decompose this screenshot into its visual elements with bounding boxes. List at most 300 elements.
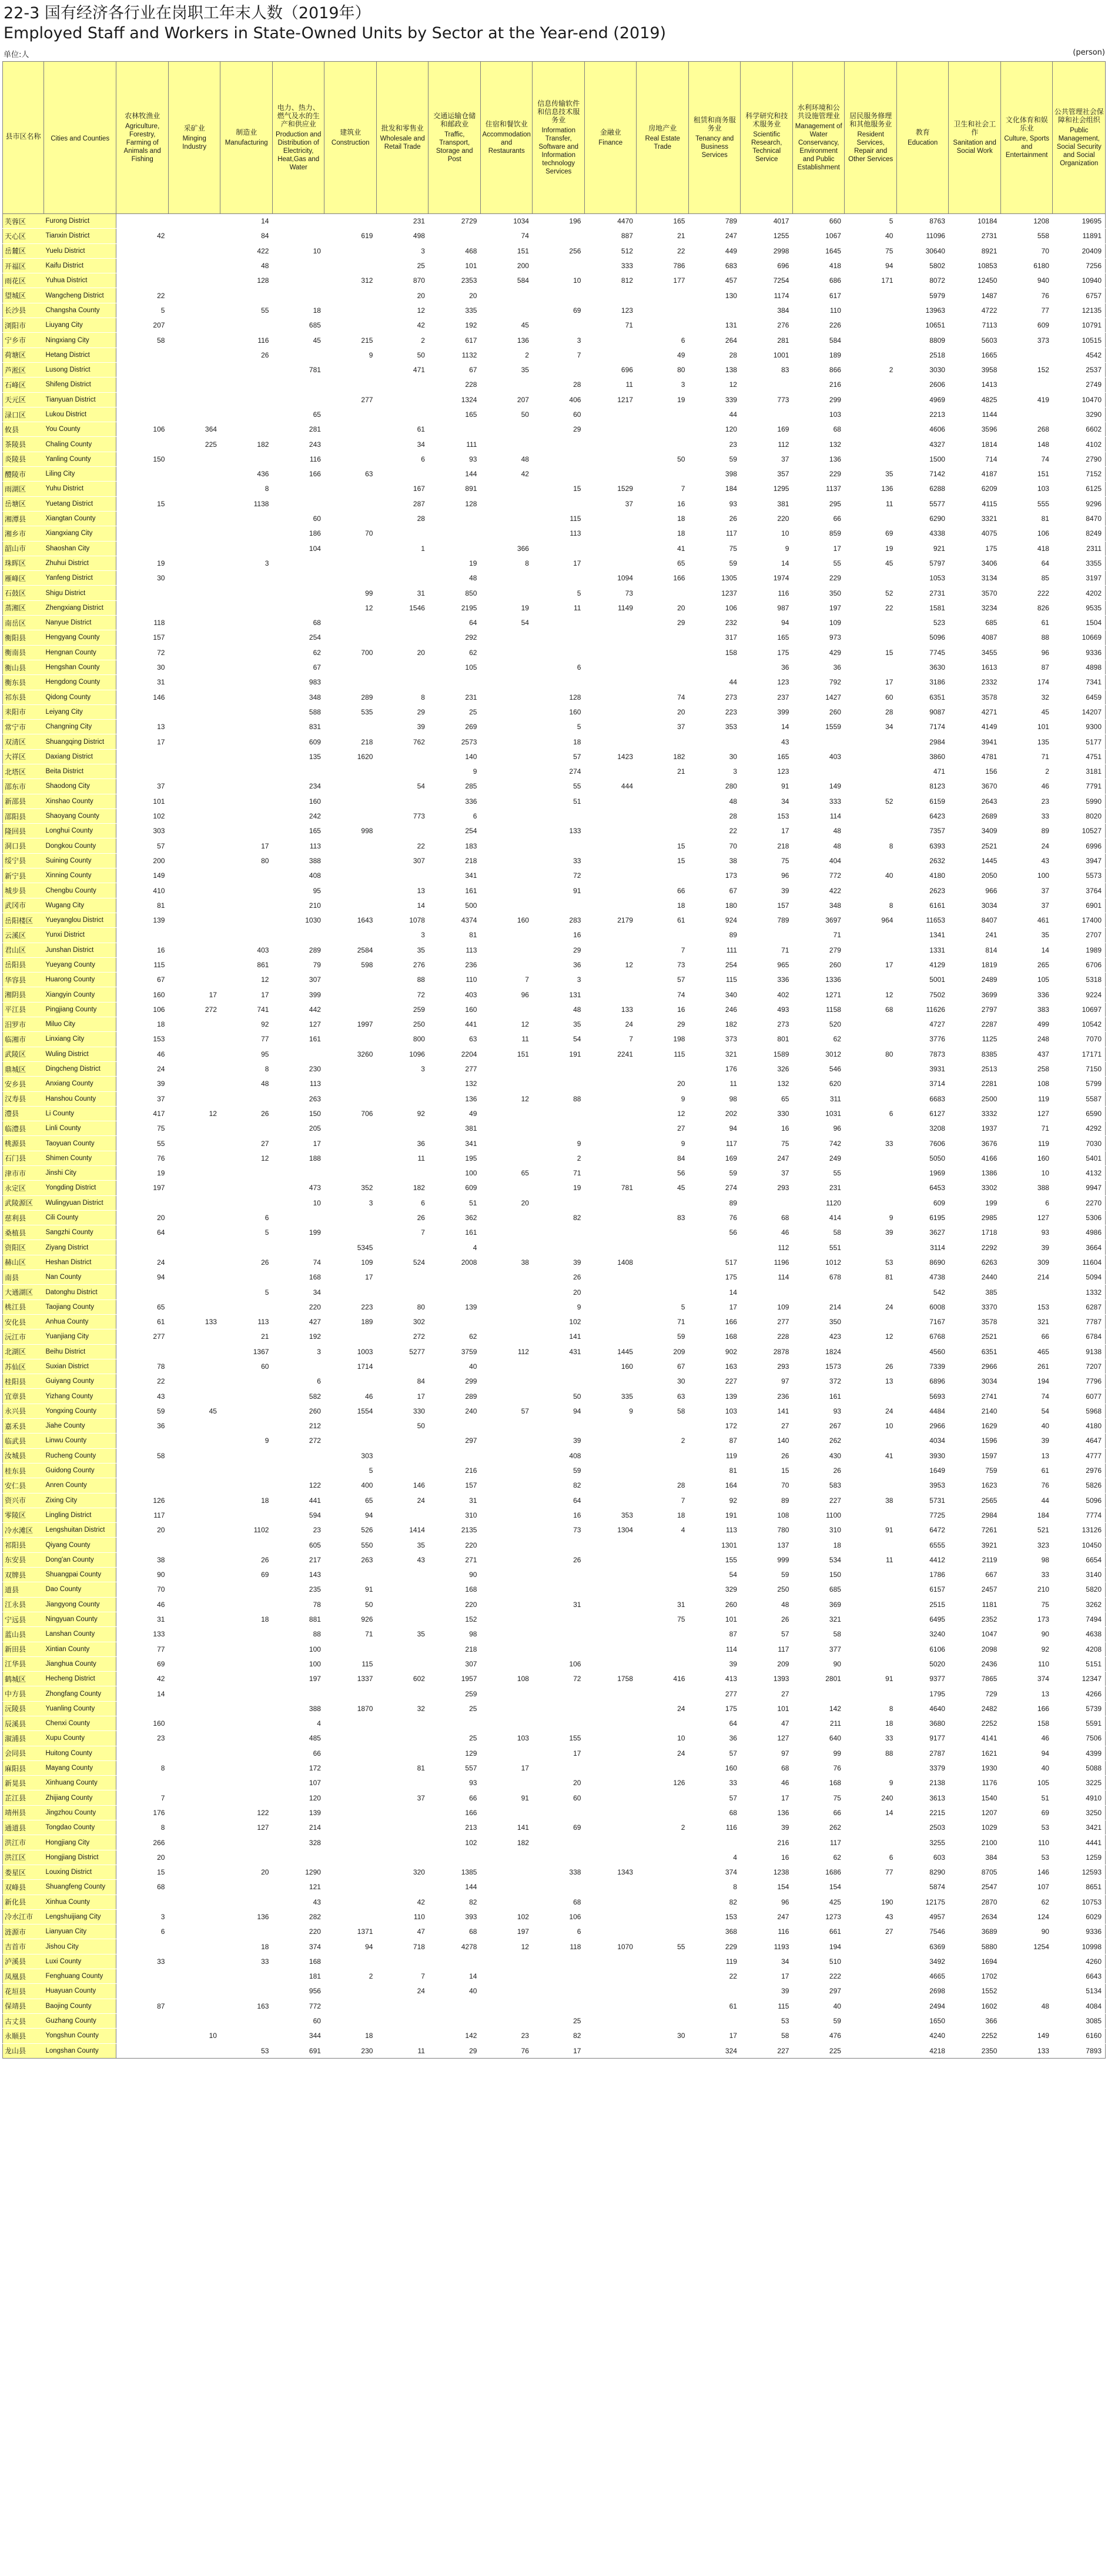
table-cell (116, 704, 169, 719)
table-cell (116, 1478, 169, 1493)
table-cell: 68 (533, 1895, 585, 1909)
table-cell: 129 (429, 1746, 481, 1760)
row-label-en: Leiyang City (43, 704, 116, 719)
table-cell (168, 1716, 220, 1730)
table-cell: 5 (637, 1299, 689, 1314)
table-cell: 46 (1000, 1731, 1053, 1746)
table-cell: 14 (429, 1969, 481, 1984)
table-cell (429, 511, 481, 526)
table-cell (584, 1627, 637, 1642)
table-cell: 7791 (1053, 779, 1106, 794)
table-cell: 138 (688, 362, 741, 377)
table-cell: 17 (845, 957, 897, 972)
table-cell: 27 (637, 1121, 689, 1136)
table-cell: 7357 (896, 824, 949, 838)
column-header-zh: 科学研究和技术服务业 (745, 112, 788, 128)
table-cell: 517 (688, 1255, 741, 1269)
table-cell: 921 (896, 541, 949, 556)
table-row (3, 1895, 1106, 1909)
table-cell: 146 (1000, 1865, 1053, 1879)
table-cell (220, 1181, 273, 1195)
table-cell: 34 (741, 794, 793, 808)
table-cell (584, 1954, 637, 1969)
table-cell (376, 1805, 429, 1820)
table-cell: 812 (584, 273, 637, 288)
table-cell: 74 (637, 987, 689, 1002)
row-label-en: Suining County (43, 853, 116, 868)
table-cell: 34 (845, 720, 897, 734)
table-cell: 58 (637, 1404, 689, 1418)
table-cell: 1621 (949, 1746, 1001, 1760)
table-cell (168, 1270, 220, 1285)
table-cell (533, 1642, 585, 1656)
row-label-en: Hetang District (43, 348, 116, 362)
table-cell: 68 (429, 1925, 481, 1939)
table-cell: 22 (116, 1374, 169, 1389)
table-cell: 4898 (1053, 660, 1106, 674)
table-cell: 31 (116, 675, 169, 690)
table-cell: 17400 (1053, 913, 1106, 927)
table-cell: 43 (272, 1895, 324, 1909)
table-cell: 220 (741, 511, 793, 526)
table-cell: 4260 (1053, 1954, 1106, 1969)
table-cell: 39 (741, 883, 793, 898)
column-header-zh: 居民服务修理和其他服务业 (849, 112, 892, 128)
table-cell (220, 1121, 273, 1136)
table-cell (480, 1954, 533, 1969)
column-header-zh: 信息传输软件和信息技术服务业 (537, 99, 580, 124)
table-cell: 1259 (1053, 1850, 1106, 1865)
table-cell: 3676 (949, 1136, 1001, 1151)
table-cell (116, 392, 169, 407)
table-cell (637, 645, 689, 660)
table-cell: 131 (688, 318, 741, 333)
table-cell (376, 660, 429, 674)
row-label-en: Baojing County (43, 1999, 116, 2013)
table-cell: 6 (376, 452, 429, 466)
table-cell: 50 (376, 348, 429, 362)
table-cell: 35 (480, 362, 533, 377)
table-cell (429, 1716, 481, 1730)
table-cell (480, 808, 533, 823)
table-cell (584, 288, 637, 303)
table-cell (220, 779, 273, 794)
table-cell (688, 1835, 741, 1850)
table-cell: 368 (688, 1925, 741, 1939)
table-cell (845, 824, 897, 838)
table-cell: 814 (949, 943, 1001, 957)
table-cell: 3134 (949, 571, 1001, 586)
table-cell: 259 (429, 1686, 481, 1701)
table-cell: 6996 (1053, 838, 1106, 853)
table-cell: 1930 (949, 1760, 1001, 1775)
table-cell (637, 734, 689, 749)
table-cell: 177 (637, 273, 689, 288)
table-cell: 108 (741, 1508, 793, 1522)
table-cell: 259 (376, 1002, 429, 1017)
row-label-en: Xupu County (43, 1731, 116, 1746)
table-cell (584, 1538, 637, 1552)
table-cell: 130 (688, 288, 741, 303)
table-row (3, 1954, 1106, 1969)
row-label-zh: 祁东县 (3, 690, 44, 704)
table-cell: 11096 (896, 229, 949, 243)
table-cell (324, 898, 377, 913)
table-cell: 1937 (949, 1121, 1001, 1136)
table-cell: 80 (845, 1047, 897, 1061)
table-cell: 2521 (949, 838, 1001, 853)
table-cell: 148 (1000, 437, 1053, 452)
table-cell: 6 (116, 1925, 169, 1939)
table-cell (584, 973, 637, 987)
table-cell: 6 (845, 1106, 897, 1121)
table-cell: 9 (637, 1091, 689, 1106)
table-cell: 1295 (741, 482, 793, 496)
table-cell: 773 (376, 808, 429, 823)
table-cell: 29 (533, 943, 585, 957)
table-cell (845, 883, 897, 898)
table-cell: 42 (480, 467, 533, 482)
table-cell: 161 (272, 1032, 324, 1047)
table-cell (272, 1210, 324, 1225)
table-cell: 16 (637, 1002, 689, 1017)
table-cell (480, 675, 533, 690)
table-cell: 93 (429, 452, 481, 466)
table-cell (168, 973, 220, 987)
table-cell: 61 (116, 1314, 169, 1329)
table-cell: 151 (1000, 467, 1053, 482)
table-cell: 19695 (1053, 214, 1106, 229)
table-cell: 131 (533, 987, 585, 1002)
table-cell (584, 690, 637, 704)
table-cell (116, 526, 169, 541)
table-cell: 220 (272, 1299, 324, 1314)
table-cell (116, 2043, 169, 2058)
table-cell (533, 1077, 585, 1091)
table-cell: 79 (272, 957, 324, 972)
table-cell: 166 (688, 1314, 741, 1329)
table-cell: 691 (272, 2043, 324, 2058)
table-cell: 940 (1000, 273, 1053, 288)
table-cell (168, 957, 220, 972)
table-cell: 10450 (1053, 1538, 1106, 1552)
table-cell (688, 1984, 741, 1999)
table-cell: 10853 (949, 258, 1001, 273)
table-cell: 115 (116, 957, 169, 972)
table-row (3, 1776, 1106, 1790)
table-cell: 8 (845, 898, 897, 913)
table-cell: 3930 (896, 1448, 949, 1463)
table-cell: 4969 (896, 392, 949, 407)
table-cell (533, 616, 585, 630)
table-cell: 207 (116, 318, 169, 333)
table-cell: 13 (116, 720, 169, 734)
table-cell (480, 1776, 533, 1790)
row-label-en: Lingling District (43, 1508, 116, 1522)
table-cell: 8 (220, 1061, 273, 1076)
table-cell: 14 (376, 898, 429, 913)
row-label-zh: 麻阳县 (3, 1760, 44, 1775)
table-cell: 65 (637, 556, 689, 570)
table-cell: 37 (637, 720, 689, 734)
table-cell: 6369 (896, 1939, 949, 1954)
row-label-zh: 衡南县 (3, 645, 44, 660)
table-cell (637, 1835, 689, 1850)
table-cell (220, 675, 273, 690)
table-cell (584, 541, 637, 556)
table-cell: 80 (220, 853, 273, 868)
table-cell: 1196 (741, 1255, 793, 1269)
table-cell (533, 1225, 585, 1240)
table-cell: 48 (480, 452, 533, 466)
table-cell: 94 (324, 1939, 377, 1954)
table-cell: 23 (116, 1731, 169, 1746)
table-cell: 24 (376, 1984, 429, 1999)
table-cell: 6784 (1053, 1329, 1106, 1344)
table-cell (480, 1181, 533, 1195)
table-cell: 26 (533, 1270, 585, 1285)
table-row (3, 1374, 1106, 1389)
table-cell (376, 407, 429, 422)
table-cell (324, 422, 377, 437)
table-cell: 26 (741, 1612, 793, 1626)
table-cell: 3421 (1053, 1820, 1106, 1835)
table-cell: 4017 (741, 214, 793, 229)
table-cell: 64 (533, 1493, 585, 1508)
table-cell: 6 (533, 1925, 585, 1939)
table-cell: 9296 (1053, 496, 1106, 511)
table-cell: 43 (845, 1909, 897, 1924)
table-cell (480, 1329, 533, 1344)
table-row (3, 437, 1106, 452)
table-cell: 2140 (949, 1404, 1001, 1418)
table-cell (480, 824, 533, 838)
table-cell (845, 571, 897, 586)
table-cell: 8 (220, 482, 273, 496)
table-cell: 74 (480, 229, 533, 243)
table-cell (376, 1731, 429, 1746)
table-cell (637, 1954, 689, 1969)
table-cell: 321 (688, 1047, 741, 1061)
table-cell (168, 1909, 220, 1924)
table-cell: 6195 (896, 1210, 949, 1225)
table-row (3, 1627, 1106, 1642)
table-cell: 13963 (896, 303, 949, 318)
table-cell (324, 987, 377, 1002)
row-label-en: Jinshi City (43, 1166, 116, 1181)
row-label-zh: 湘阴县 (3, 987, 44, 1002)
table-cell: 312 (324, 273, 377, 288)
table-cell (376, 1999, 429, 2013)
table-cell: 2494 (896, 1999, 949, 2013)
table-cell: 220 (429, 1597, 481, 1612)
table-cell: 231 (792, 1181, 845, 1195)
table-cell: 4180 (1053, 1419, 1106, 1434)
table-cell: 2698 (896, 1984, 949, 1999)
table-cell (324, 437, 377, 452)
table-cell (272, 556, 324, 570)
table-cell: 152 (1000, 362, 1053, 377)
table-cell: 80 (637, 362, 689, 377)
table-cell: 51 (533, 794, 585, 808)
table-cell: 772 (272, 1999, 324, 2013)
table-cell: 416 (637, 1672, 689, 1686)
table-cell (480, 853, 533, 868)
table-cell: 46 (116, 1047, 169, 1061)
table-cell: 277 (688, 1686, 741, 1701)
row-label-en: Tongdao County (43, 1820, 116, 1835)
table-cell (845, 779, 897, 794)
table-cell (116, 749, 169, 764)
table-cell (376, 1612, 429, 1626)
table-cell (845, 630, 897, 645)
row-label-en: Nanyue District (43, 616, 116, 630)
table-cell: 210 (272, 898, 324, 913)
table-cell (845, 1166, 897, 1181)
table-cell: 7142 (896, 467, 949, 482)
row-label-en: Qidong County (43, 690, 116, 704)
table-cell: 17 (168, 987, 220, 1002)
table-cell: 46 (324, 1389, 377, 1404)
table-cell: 241 (949, 928, 1001, 943)
table-cell: 3947 (1053, 853, 1106, 868)
table-cell: 3321 (949, 511, 1001, 526)
row-label-zh: 君山区 (3, 943, 44, 957)
table-cell: 18 (637, 511, 689, 526)
table-cell: 292 (429, 630, 481, 645)
table-cell: 609 (1000, 318, 1053, 333)
table-cell: 67 (637, 1359, 689, 1374)
table-cell: 7 (116, 1790, 169, 1805)
table-cell (220, 1835, 273, 1850)
table-cell (220, 1597, 273, 1612)
table-cell: 282 (272, 1909, 324, 1924)
table-cell: 6 (845, 1850, 897, 1865)
table-cell: 136 (220, 1909, 273, 1924)
row-label-zh: 津市市 (3, 1166, 44, 1181)
table-cell: 146 (116, 690, 169, 704)
table-cell: 1341 (896, 928, 949, 943)
table-cell: 17 (533, 556, 585, 570)
table-row (3, 720, 1106, 734)
table-cell: 22 (637, 243, 689, 258)
table-cell: 35 (845, 467, 897, 482)
table-cell (220, 645, 273, 660)
table-cell: 100 (272, 1656, 324, 1671)
table-cell: 48 (1000, 1999, 1053, 2013)
table-cell: 62 (1000, 1895, 1053, 1909)
table-cell (168, 333, 220, 348)
table-cell (533, 1835, 585, 1850)
column-header-zh: 县市区名称 (5, 132, 41, 141)
table-cell: 165 (637, 214, 689, 229)
table-cell: 60 (220, 1359, 273, 1374)
table-cell (480, 1999, 533, 2013)
row-label-en: Hengnan County (43, 645, 116, 660)
table-cell: 39 (1000, 1434, 1053, 1448)
table-cell: 107 (272, 1776, 324, 1790)
row-label-en: Heshan District (43, 1255, 116, 1269)
table-cell (480, 1865, 533, 1879)
row-label-zh: 雨花区 (3, 273, 44, 288)
table-cell: 99 (792, 1746, 845, 1760)
column-header (429, 62, 481, 214)
table-cell (376, 1716, 429, 1730)
table-cell (376, 1686, 429, 1701)
table-cell: 260 (688, 1597, 741, 1612)
table-cell: 141 (533, 1329, 585, 1344)
row-label-zh: 平江县 (3, 1002, 44, 1017)
table-cell: 15 (637, 838, 689, 853)
table-cell (584, 1642, 637, 1656)
table-cell: 6654 (1053, 1552, 1106, 1567)
table-cell: 54 (480, 616, 533, 630)
table-cell (845, 303, 897, 318)
table-cell: 17 (741, 1969, 793, 1984)
table-cell: 37 (1000, 883, 1053, 898)
table-cell (220, 600, 273, 615)
table-cell: 157 (741, 898, 793, 913)
table-cell: 5591 (1053, 1716, 1106, 1730)
table-cell (116, 214, 169, 229)
table-cell (845, 1017, 897, 1032)
table-cell: 96 (480, 987, 533, 1002)
table-cell: 2050 (949, 868, 1001, 883)
table-cell: 66 (792, 1805, 845, 1820)
table-cell: 4986 (1053, 1225, 1106, 1240)
table-cell: 4560 (896, 1344, 949, 1359)
table-cell (533, 318, 585, 333)
table-cell: 17 (792, 541, 845, 556)
table-row (3, 749, 1106, 764)
table-cell: 4751 (1053, 749, 1106, 764)
table-cell (168, 1954, 220, 1969)
table-cell (376, 1240, 429, 1255)
table-cell (480, 1582, 533, 1597)
table-title-zh: 22-3 国有经济各行业在岗职工年末人数（2019年） (4, 4, 371, 22)
table-cell: 4484 (896, 1404, 949, 1418)
table-cell (845, 1077, 897, 1091)
row-label-en: Longshan County (43, 2043, 116, 2058)
table-cell: 276 (741, 318, 793, 333)
table-cell: 1650 (896, 2013, 949, 2028)
table-cell: 91 (741, 779, 793, 794)
table-cell: 1529 (584, 482, 637, 496)
row-label-zh: 双清区 (3, 734, 44, 749)
table-cell: 248 (1000, 1032, 1053, 1047)
table-cell: 2976 (1053, 1463, 1106, 1478)
row-label-en: Beita District (43, 764, 116, 779)
table-cell (168, 645, 220, 660)
table-cell: 160 (272, 794, 324, 808)
row-label-zh: 涟源市 (3, 1925, 44, 1939)
table-row (3, 616, 1106, 630)
table-cell: 64 (688, 1716, 741, 1730)
table-cell: 419 (1000, 392, 1053, 407)
table-cell: 7546 (896, 1925, 949, 1939)
table-cell (584, 734, 637, 749)
data-table (2, 61, 1106, 2059)
table-cell (324, 1568, 377, 1582)
table-cell (168, 482, 220, 496)
table-cell: 146 (376, 1478, 429, 1493)
table-cell: 31 (376, 586, 429, 600)
table-cell: 558 (1000, 229, 1053, 243)
table-cell: 247 (688, 229, 741, 243)
column-header-zh: 教育 (915, 128, 930, 136)
table-cell: 132 (429, 1077, 481, 1091)
table-cell: 1445 (584, 1344, 637, 1359)
